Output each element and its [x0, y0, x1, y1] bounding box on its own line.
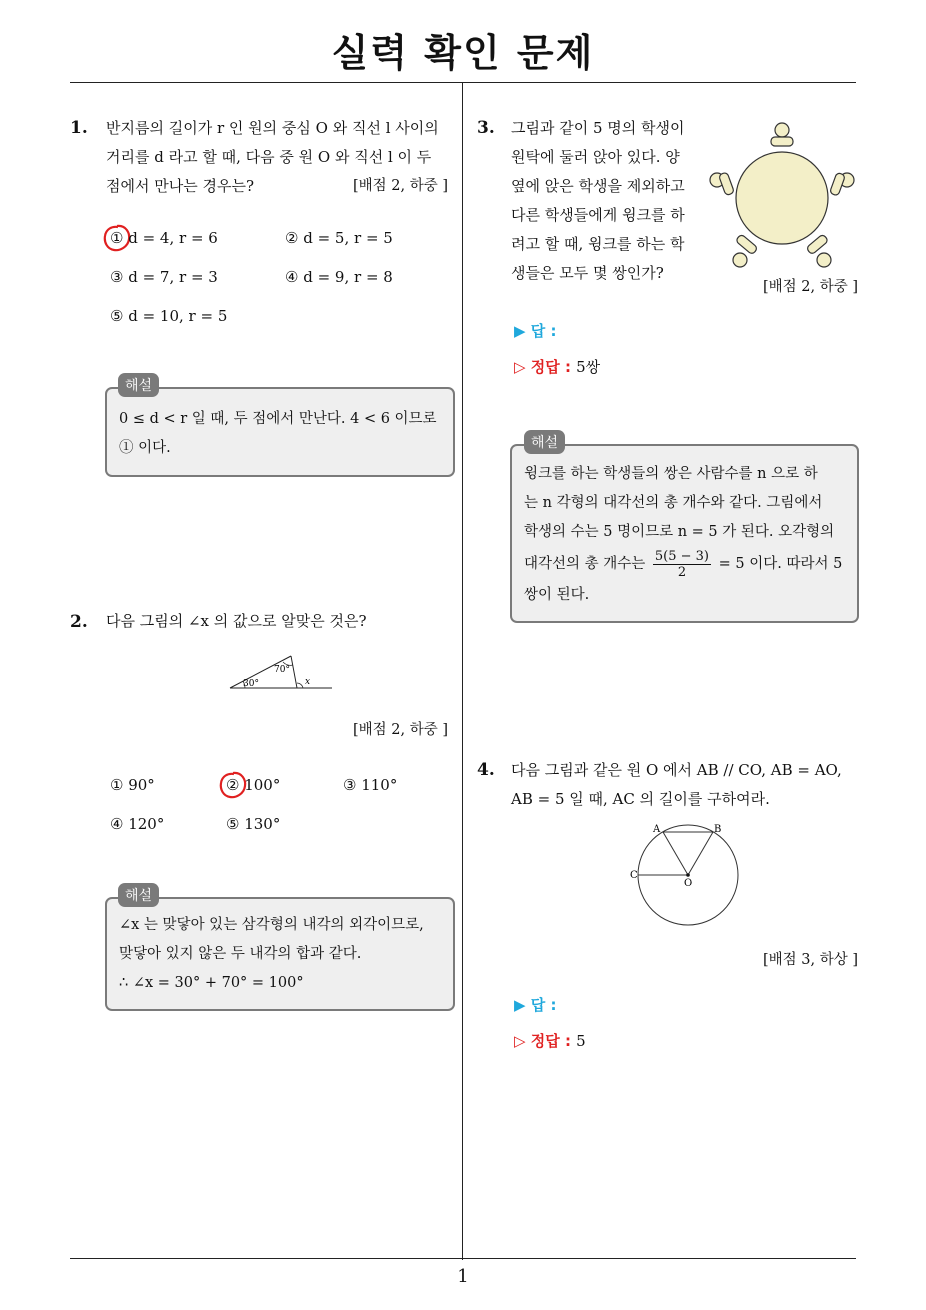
answer-label: ▶ 답 :	[514, 996, 557, 1014]
solution-line: ∴ ∠x = 30° + 70° = 100°	[119, 975, 304, 991]
segment-bo	[688, 832, 713, 875]
score-label: [배점 2, 하중 ]	[762, 279, 858, 295]
solution-text	[524, 460, 849, 610]
angle-figure	[225, 650, 335, 692]
question-line: 옆에 앉은 학생을 제외하고	[511, 177, 685, 195]
question-number: 2.	[70, 612, 88, 632]
solution-tag: 해설	[524, 430, 565, 454]
student-seat	[806, 234, 831, 267]
question-line: 려고 할 때, 윙크를 하는 학	[511, 235, 685, 253]
question-line: 반지름의 길이가 r 인 원의 중심 O 와 직선 l 사이의	[106, 119, 439, 137]
student-seat	[710, 172, 734, 196]
angle-label: x	[305, 677, 311, 687]
correct-answer	[514, 356, 600, 377]
page-title: 실력 확인 문제	[331, 31, 595, 75]
question-number: 3.	[477, 118, 495, 138]
solution-box	[105, 897, 455, 1011]
option-4[interactable]: ④ 120°	[110, 815, 165, 833]
score-label: [배점 2, 하중 ]	[352, 722, 448, 738]
option-3[interactable]: ③ d = 7, r = 3	[110, 268, 218, 286]
top-rule	[70, 82, 856, 83]
correct-value: 5쌍	[576, 358, 601, 376]
solution-line: 는 n 각형의 대각선의 총 개수와 같다. 그림에서	[524, 495, 823, 511]
question-text	[511, 114, 701, 288]
solution-box	[510, 444, 859, 623]
score-label: [배점 2, 하중 ]	[352, 178, 448, 194]
student-seat	[733, 234, 758, 267]
center-point	[686, 873, 690, 877]
student-seat	[771, 123, 793, 146]
point-label: O	[684, 878, 693, 889]
column-divider	[462, 82, 463, 1260]
option-5[interactable]: ⑤ d = 10, r = 5	[110, 307, 228, 325]
option-1[interactable]: ① d = 4, r = 6	[110, 229, 218, 247]
solution-line: 0 ≤ d < r 일 때, 두 점에서 만난다. 4 < 6 이므로	[119, 411, 437, 427]
option-4[interactable]: ④ d = 9, r = 8	[285, 268, 393, 286]
point-label: C	[630, 870, 638, 881]
option-5[interactable]: ⑤ 130°	[226, 815, 281, 833]
round-table	[736, 152, 828, 244]
question-line: 거리를 d 라고 할 때, 다음 중 원 O 와 직선 l 이 두	[106, 148, 432, 166]
question-line: 다른 학생들에게 윙크를 하	[511, 206, 685, 224]
correct-label: ▷ 정답 :	[514, 358, 571, 376]
solution-line: ∠x 는 맞닿아 있는 삼각형의 내각의 외각이므로,	[119, 917, 424, 933]
bottom-rule	[70, 1258, 856, 1259]
option-2[interactable]: ② 100°	[226, 776, 281, 794]
segment-ao	[663, 832, 688, 875]
question-line: 점에서 만나는 경우는?	[106, 177, 254, 195]
question-line: 원탁에 둘러 앉아 있다. 양	[511, 148, 680, 166]
question-text	[511, 756, 861, 814]
solution-line: 맞닿아 있지 않은 두 내각의 합과 같다.	[119, 946, 362, 962]
student-seat	[829, 172, 854, 196]
page-number: 1	[457, 1266, 469, 1287]
solution-line: 쌍이 된다.	[524, 587, 590, 603]
solution-box	[105, 387, 455, 477]
triangle-side	[291, 656, 297, 688]
score-label: [배점 3, 하상 ]	[762, 952, 858, 968]
angle-label: 70°	[274, 665, 290, 675]
fraction: $\frac{5(5 - 3)}{2}$	[654, 548, 710, 580]
correct-answer	[514, 1030, 586, 1051]
solution-tag: 해설	[118, 373, 159, 397]
solution-text	[119, 911, 424, 998]
solution-text	[119, 405, 437, 463]
correct-value: 5	[576, 1032, 586, 1050]
angle-arc	[297, 683, 303, 688]
question-line: 생들은 모두 몇 쌍인가?	[511, 264, 664, 282]
circle-figure	[625, 820, 745, 930]
solution-line: 대각선의 총 개수는 $\frac{5(5 - 3)}{2}$ = 5 이다. 따라서 5	[524, 548, 843, 580]
question-line: 그림과 같이 5 명의 학생이	[511, 119, 685, 137]
question-line: 다음 그림과 같은 원 O 에서 AB // CO, AB = AO,	[511, 761, 842, 779]
solution-tag: 해설	[118, 883, 159, 907]
option-1[interactable]: ① 90°	[110, 776, 155, 794]
point-label: A	[653, 824, 661, 835]
question-line: AB = 5 일 때, AC 의 길이를 구하여라.	[511, 790, 770, 808]
option-3[interactable]: ③ 110°	[343, 776, 398, 794]
option-2[interactable]: ② d = 5, r = 5	[285, 229, 393, 247]
correct-label: ▷ 정답 :	[514, 1032, 571, 1050]
solution-line: 학생의 수는 5 명이므로 n = 5 가 된다. 오각형의	[524, 524, 835, 540]
solution-line: 윙크를 하는 학생들의 쌍은 사람수를 n 으로 하	[524, 466, 818, 482]
question-text: 다음 그림의 ∠x 의 값으로 알맞은 것은?	[106, 612, 367, 630]
round-table-figure	[700, 118, 865, 273]
question-number: 4.	[477, 760, 495, 780]
answer-label: ▶ 답 :	[514, 322, 557, 340]
question-number: 1.	[70, 118, 88, 138]
solution-line: ① 이다.	[119, 440, 171, 456]
angle-label: 30°	[243, 679, 259, 689]
point-label: B	[714, 824, 722, 835]
